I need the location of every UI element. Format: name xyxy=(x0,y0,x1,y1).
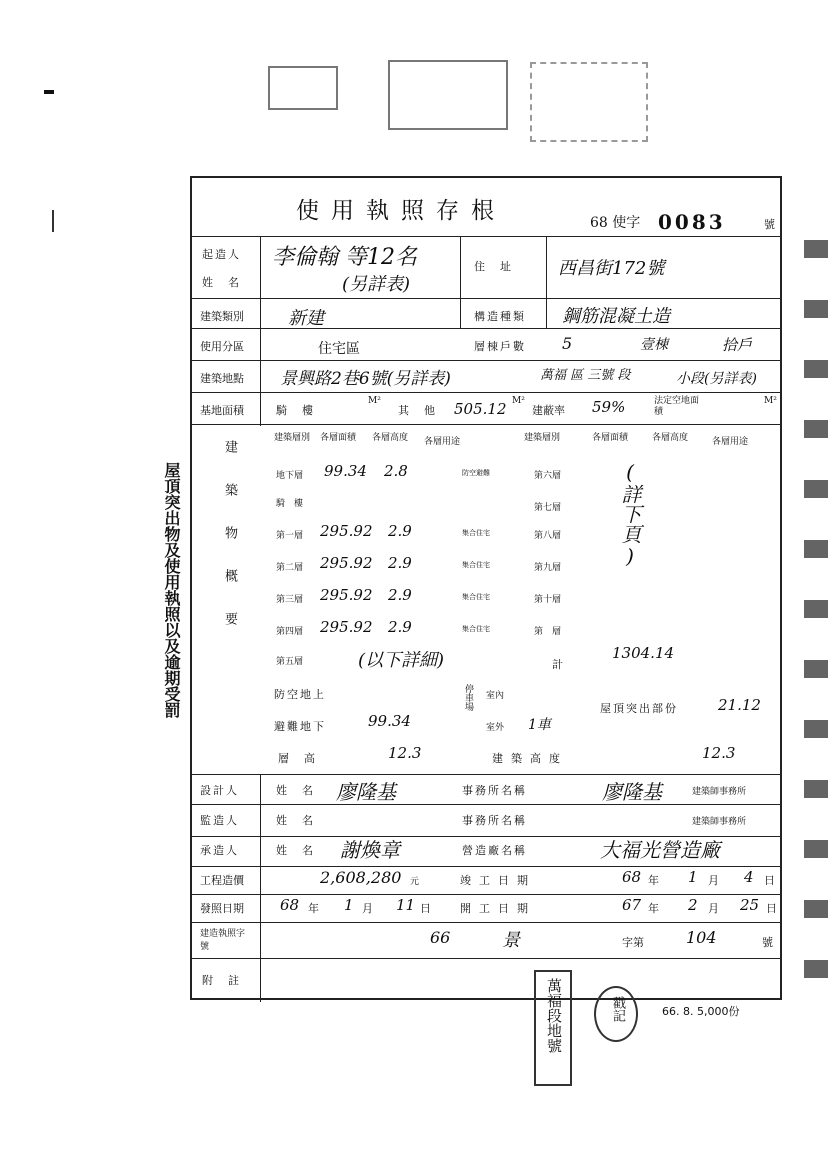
area-label: 基地面積 xyxy=(200,404,244,417)
permit-number: 104 xyxy=(686,928,717,947)
basement-use: 防空避難 xyxy=(462,469,490,477)
structure-value: 鋼筋混凝土造 xyxy=(562,306,670,327)
row-f2: 第二層 xyxy=(276,563,304,573)
row-f10: 第十層 xyxy=(534,595,562,605)
applicant-label: 起造人 xyxy=(202,248,241,261)
contractor-firm-label: 營造廠名稱 xyxy=(462,844,527,857)
start-month-unit: 月 xyxy=(708,902,721,915)
designer-office-label: 事務所名稱 xyxy=(462,784,527,797)
col-floor-h1: 建築層別 xyxy=(274,433,311,443)
class-value: 新建 xyxy=(288,308,324,329)
f1-use: 集合住宅 xyxy=(462,529,490,537)
row-f1: 第一層 xyxy=(276,531,304,541)
start-year-unit: 年 xyxy=(648,902,661,915)
row-f5: 第五層 xyxy=(276,657,304,667)
row-f8: 第八層 xyxy=(534,531,562,541)
top-stamp-2 xyxy=(388,60,508,130)
start-year: 67 xyxy=(622,896,642,914)
scan-mark-2 xyxy=(52,210,54,232)
units-value: 拾戶 xyxy=(722,336,753,354)
total-area: 1304.14 xyxy=(612,644,675,662)
basement-height: 2.8 xyxy=(384,462,408,480)
f5-note: (以下詳細) xyxy=(358,650,445,671)
cost-label: 工程造價 xyxy=(200,874,244,887)
supervisor-office-label: 事務所名稱 xyxy=(462,814,527,827)
col-height-h2: 各層高度 xyxy=(652,433,689,443)
row-f7: 第七層 xyxy=(534,503,562,513)
applicant-name: 李倫翰 等12名 xyxy=(272,245,417,270)
designer-name-label: 姓 名 xyxy=(276,784,315,797)
shelter-ground-label: 防空地上 xyxy=(274,688,326,701)
col-area-h2: 各層面積 xyxy=(592,433,629,443)
area-unit-2: M² xyxy=(512,396,525,406)
f2-height: 2.9 xyxy=(388,554,412,572)
upper-floors-note: (詳下頁) xyxy=(618,460,642,568)
permit-char: 景 xyxy=(502,930,520,951)
outdoor-label: 室外 xyxy=(486,723,505,733)
floors-label: 層棟戶數 xyxy=(474,340,526,353)
license-day: 11 xyxy=(396,896,416,914)
cost-value: 2,608,280 xyxy=(320,868,402,887)
contractor-label: 承造人 xyxy=(200,844,239,857)
supervisor-label: 監造人 xyxy=(200,814,239,827)
f2-area: 295.92 xyxy=(320,554,373,572)
start-day: 25 xyxy=(740,896,760,914)
permit-form xyxy=(190,176,782,1000)
col-height-h1: 各層高度 xyxy=(372,433,409,443)
license-year-unit: 年 xyxy=(308,902,321,915)
designer-name: 廖隆基 xyxy=(336,780,396,804)
permit-suffix: 號 xyxy=(762,936,775,949)
start-month: 2 xyxy=(688,896,698,914)
roof-area: 21.12 xyxy=(718,696,761,714)
form-title: 使用執照存根 xyxy=(296,198,506,224)
note-label: 附 註 xyxy=(202,974,241,987)
zoning-label: 使用分區 xyxy=(200,340,244,353)
scan-mark-1 xyxy=(44,90,54,94)
left-margin-note: 屋頂突出物及使用執照以及逾期受罰 xyxy=(162,462,181,718)
serial-prefix: 68 使字 xyxy=(590,215,641,231)
zoning-value: 住宅區 xyxy=(318,341,360,357)
address-value: 西昌街172號 xyxy=(558,258,665,279)
floors-value: 5 xyxy=(562,334,573,353)
top-stamp-1 xyxy=(268,66,338,110)
coverage-value: 59% xyxy=(592,398,626,416)
completion-label: 竣工日期 xyxy=(460,874,536,887)
indoor-label: 室內 xyxy=(486,691,505,701)
completion-year-unit: 年 xyxy=(648,874,661,887)
bottom-stamp-text: 萬福段地號 xyxy=(545,978,563,1053)
f4-area: 295.92 xyxy=(320,618,373,636)
f4-use: 集合住宅 xyxy=(462,625,490,633)
site-lot: 小段(另詳表) xyxy=(676,371,757,387)
f3-height: 2.9 xyxy=(388,586,412,604)
col-floor-h2: 建築層別 xyxy=(524,433,561,443)
serial-number: 0083 xyxy=(658,210,726,234)
roof-label: 屋頂突出部份 xyxy=(600,702,678,715)
cost-unit: 元 xyxy=(410,877,420,887)
start-label: 開工日期 xyxy=(460,902,536,915)
col-use-h1: 各層用途 xyxy=(424,437,461,447)
license-month: 1 xyxy=(344,896,354,914)
row-basement: 地下層 xyxy=(276,471,304,481)
designer-office-suffix: 建築師事務所 xyxy=(692,787,747,797)
basement-area: 99.34 xyxy=(324,462,367,480)
right-edge-marks xyxy=(804,240,828,980)
contractor-firm: 大福光營造廠 xyxy=(600,838,720,862)
open-space-label: 法定空地面積 xyxy=(654,396,700,417)
bottom-stamp xyxy=(534,970,572,1086)
row-f4: 第四層 xyxy=(276,627,304,637)
applicant-attach: (另詳表) xyxy=(342,274,411,295)
other-label: 其 他 xyxy=(398,404,437,417)
completion-month-unit: 月 xyxy=(708,874,721,887)
row-f6: 第六層 xyxy=(534,471,562,481)
top-stamp-3 xyxy=(530,62,648,142)
area-unit-1: M² xyxy=(368,396,381,406)
bldg-height-label: 建築高度 xyxy=(492,752,568,765)
address-label: 住 址 xyxy=(474,260,513,273)
designer-label: 設計人 xyxy=(200,784,239,797)
parking-outdoor: 1車 xyxy=(528,717,551,733)
round-seal xyxy=(594,986,638,1042)
other-area: 505.12 xyxy=(454,400,507,418)
coverage-label: 建蔽率 xyxy=(532,404,565,417)
structure-label: 構造種類 xyxy=(474,310,526,323)
row-fx: 第 層 xyxy=(534,627,562,637)
print-mark: 66. 8. 5,000份 xyxy=(662,1005,740,1018)
storey-height-label: 層 高 xyxy=(278,752,317,765)
license-month-unit: 月 xyxy=(362,902,375,915)
area-unit-3: M² xyxy=(764,396,777,406)
permit-label: 建造執照字號 xyxy=(200,929,246,952)
license-year: 68 xyxy=(280,896,300,914)
supervisor-name-label: 姓 名 xyxy=(276,814,315,827)
row-f3: 第三層 xyxy=(276,595,304,605)
contractor-name: 謝煥章 xyxy=(340,838,400,862)
shelter-under-area: 99.34 xyxy=(368,712,411,730)
f2-use: 集合住宅 xyxy=(462,561,490,569)
row-arcade: 騎 樓 xyxy=(276,499,304,509)
serial-suffix: 號 xyxy=(764,218,777,231)
site-value: 景興路2巷6號(另詳表) xyxy=(280,369,451,389)
arcade-label: 騎 樓 xyxy=(276,404,315,417)
class-label: 建築類別 xyxy=(200,310,244,323)
total-label: 計 xyxy=(552,658,565,671)
col-use-h2: 各層用途 xyxy=(712,437,749,447)
supervisor-office-suffix: 建築師事務所 xyxy=(692,817,747,827)
permit-year: 66 xyxy=(430,928,451,947)
site-label: 建築地點 xyxy=(200,372,244,385)
f4-height: 2.9 xyxy=(388,618,412,636)
shelter-under-label: 避難地下 xyxy=(274,720,326,733)
f3-use: 集合住宅 xyxy=(462,593,490,601)
completion-year: 68 xyxy=(622,868,642,886)
col-area-h1: 各層面積 xyxy=(320,433,357,443)
completion-day-unit: 日 xyxy=(764,874,777,887)
start-day-unit: 日 xyxy=(766,902,779,915)
completion-month: 1 xyxy=(688,868,698,886)
license-label: 發照日期 xyxy=(200,902,244,915)
f1-area: 295.92 xyxy=(320,522,373,540)
row-f9: 第九層 xyxy=(534,563,562,573)
completion-day: 4 xyxy=(744,868,754,886)
name-label: 姓 名 xyxy=(202,276,241,289)
site-district: 萬福 區 三號 段 xyxy=(540,368,631,383)
f1-height: 2.9 xyxy=(388,522,412,540)
f3-area: 295.92 xyxy=(320,586,373,604)
designer-office: 廖隆基 xyxy=(602,780,662,804)
storey-height: 12.3 xyxy=(388,744,422,762)
round-seal-text: 戳記 xyxy=(610,996,625,1022)
license-day-unit: 日 xyxy=(420,902,433,915)
bldg-height: 12.3 xyxy=(702,744,736,762)
buildings-value: 壹棟 xyxy=(640,337,668,353)
contractor-name-label: 姓 名 xyxy=(276,844,315,857)
building-summary-label: 建築物概要 xyxy=(222,440,237,655)
parking-label: 停車場 xyxy=(463,684,473,711)
permit-zi: 字第 xyxy=(622,936,644,949)
